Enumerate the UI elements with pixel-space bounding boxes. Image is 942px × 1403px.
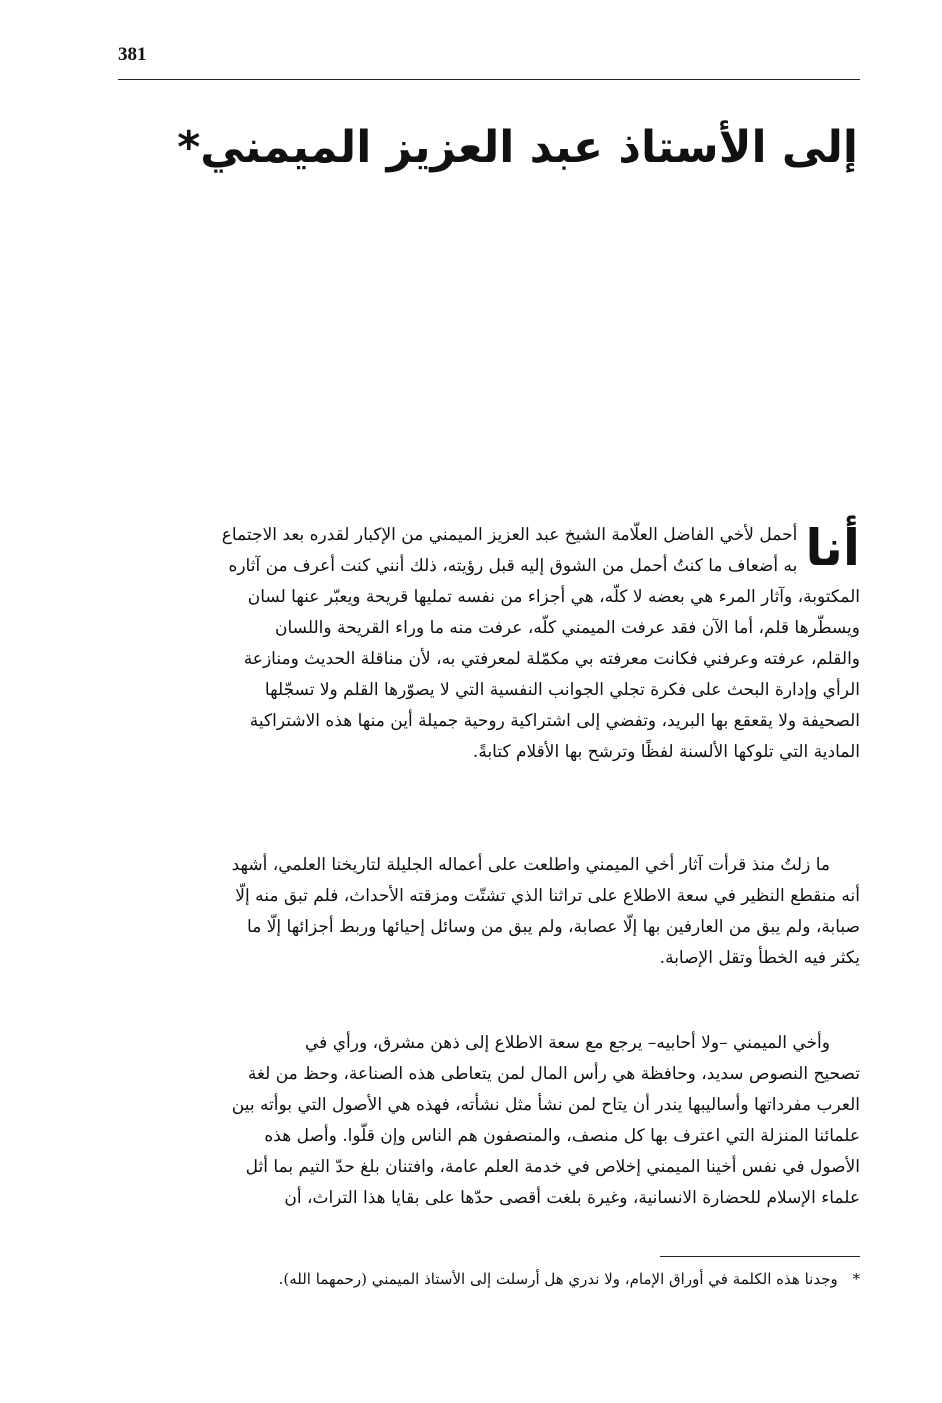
paragraph-1 <box>118 520 860 768</box>
page-number: 381 <box>118 44 147 65</box>
paragraph-line: تصحيح النصوص سديد، وحافظة هي رأس المال لمن يتعاطى هذه الصناعة، وحظ من لغة <box>247 1064 860 1084</box>
footnote-text: وجدنا هذه الكلمة في أوراق الإمام، ولا ندري هل أرسلت إلى الأستاذ الميمني (رحمهما الله). <box>278 1270 838 1288</box>
paragraph-line: المكتوبة، وآثار المرء هي بعضه لا كلّه، هي أجزاء من نفسه تمليها قريحة ويعبّر عنها لسان <box>247 587 860 607</box>
paragraph-line: الأصول في نفس أخينا الميمني إخلاص في خدمة العلم عامة، وافتنان بلغ حدّ التيم بما أثل <box>245 1157 860 1177</box>
footnote-marker: * <box>852 1270 860 1288</box>
header-rule <box>118 79 860 80</box>
page-title: إلى الأستاذ عبد العزيز الميمني* <box>177 122 858 173</box>
paragraph-line: والقلم، عرفته وعرفني فكانت معرفته بي مكمّلة لمعرفتي به، لأن مناقلة الحديث ومنازعة <box>243 649 860 669</box>
paragraph-2 <box>118 850 860 974</box>
paragraph-line: علماء الإسلام للحضارة الانسانية، وغيرة بلغت أقصى حدّها على بقايا هذا التراث، أن <box>284 1188 860 1208</box>
paragraph-line: وأخي الميمني –ولا أحابيه– يرجع مع سعة الاطلاع إلى ذهن مشرق، ورأي في <box>305 1033 830 1053</box>
paragraph-line: علمائنا المنزلة التي اعترف بها كل منصف، والمنصفون هم الناس وإن قلّوا. وأصل هذه <box>264 1126 860 1146</box>
paragraph-line: صبابة، ولم يبق من العارفين بها إلّا عصابة، ولم يبق من وسائل إحيائها وربط أجزائها إلّا ما <box>247 917 860 937</box>
footnote-rule <box>660 1256 860 1257</box>
paragraph-line: الرأي وإدارة البحث على فكرة تجلي الجوانب النفسية التي لا يصوّرها القلم ولا تسجّلها <box>264 680 860 700</box>
dropcap: أنا <box>805 519 860 577</box>
paragraph-line: ويسطّرها قلم، أما الآن فقد عرفت الميمني كلّه، عرفت منه ما وراء القريحة واللسان <box>275 618 860 638</box>
paragraph-line: به أضعاف ما كنتُ أحمل من الشوق إليه قبل رؤيته، ذلك أنني كنت أعرف من آثاره <box>228 556 798 576</box>
paragraph-line: أحمل لأخي الفاضل العلّامة الشيخ عبد العزيز الميمني من الإكبار لقدره بعد الاجتماع <box>221 525 798 545</box>
paragraph-line: العرب مفرداتها وأساليبها يندر أن يتاح لمن نشأ مثل نشأته، فهذه هي الأصول التي بوأته بين <box>231 1095 860 1115</box>
paragraph-line: يكثر فيه الخطأ وتقل الإصابة. <box>659 948 860 968</box>
paragraph-line: أنه منقطع النظير في سعة الاطلاع على تراثنا الذي تشتّت ومزقته الأحداث، فلم تبق منه إلّا <box>235 886 860 906</box>
paragraph-line: المادية التي تلوكها الألسنة لفظًا وترشح بها الأقلام كتابةً. <box>472 742 860 762</box>
footnote <box>118 1266 860 1292</box>
paragraph-line: الصحيفة ولا يقعقع بها البريد، وتفضي إلى اشتراكية روحية جميلة أين منها هذه الاشتراكية <box>249 711 860 731</box>
paragraph-3 <box>118 1028 860 1214</box>
paragraph-line: ما زلتُ منذ قرأت آثار أخي الميمني واطلعت على أعماله الجليلة لتاريخنا العلمي، أشهد <box>231 855 830 875</box>
